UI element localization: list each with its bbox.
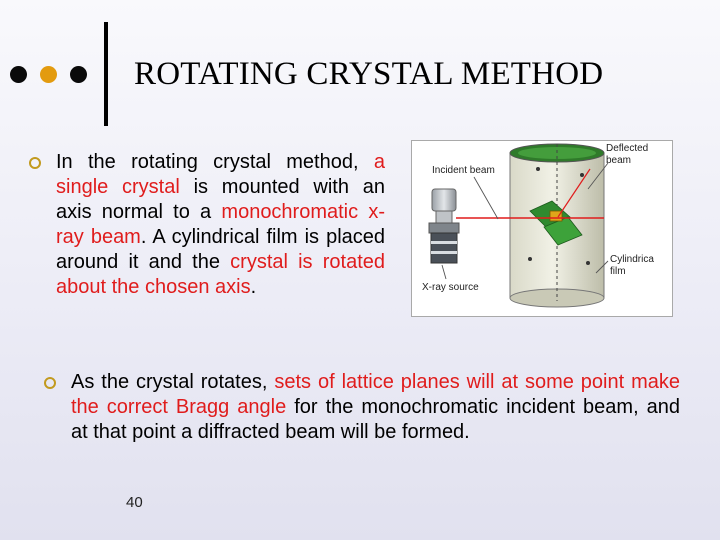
bullet-paragraph-2 xyxy=(71,370,680,445)
title-divider xyxy=(104,22,108,126)
label-deflected-beam-2: beam xyxy=(606,155,632,166)
title-dot xyxy=(10,66,27,83)
title-dot xyxy=(70,66,87,83)
highlighted-text: sets of lattice planes will at some point make the correct Bragg angle xyxy=(71,371,680,418)
label-deflected-beam: Deflected xyxy=(606,143,649,154)
title-dot xyxy=(40,66,57,83)
diffraction-figure xyxy=(411,140,673,317)
paragraph-text: is mounted with an axis normal to a xyxy=(56,176,385,223)
bullet-paragraph-1 xyxy=(56,150,385,300)
label-cylindrical-film-2: film xyxy=(610,266,626,277)
highlighted-text: monochromatic x-ray beam xyxy=(56,201,386,248)
paragraph-text: In the rotating crystal method, xyxy=(56,151,374,173)
paragraph-text: As the crystal rotates, xyxy=(71,371,275,393)
bullet-icon xyxy=(29,157,41,169)
label-xray-source: X-ray source xyxy=(422,282,479,293)
label-incident-beam: Incident beam xyxy=(432,165,495,176)
highlighted-text: crystal is rotated about the chosen axis xyxy=(56,251,385,298)
paragraph-text: . A cylindrical film is placed around it and the xyxy=(56,226,385,273)
paragraph-text: for the monochromatic incident beam, and at that point a diffracted beam will be formed. xyxy=(71,396,680,443)
bullet-icon xyxy=(44,377,56,389)
page-number: 40 xyxy=(126,494,143,511)
title-decoration-dots xyxy=(10,66,100,84)
paragraph-text: . xyxy=(250,276,257,298)
highlighted-text: a single crystal xyxy=(56,151,385,198)
label-cylindrical-film: Cylindrica xyxy=(610,254,654,265)
slide-title: ROTATING CRYSTAL METHOD xyxy=(134,56,604,92)
rotating-crystal-diagram xyxy=(412,141,672,316)
